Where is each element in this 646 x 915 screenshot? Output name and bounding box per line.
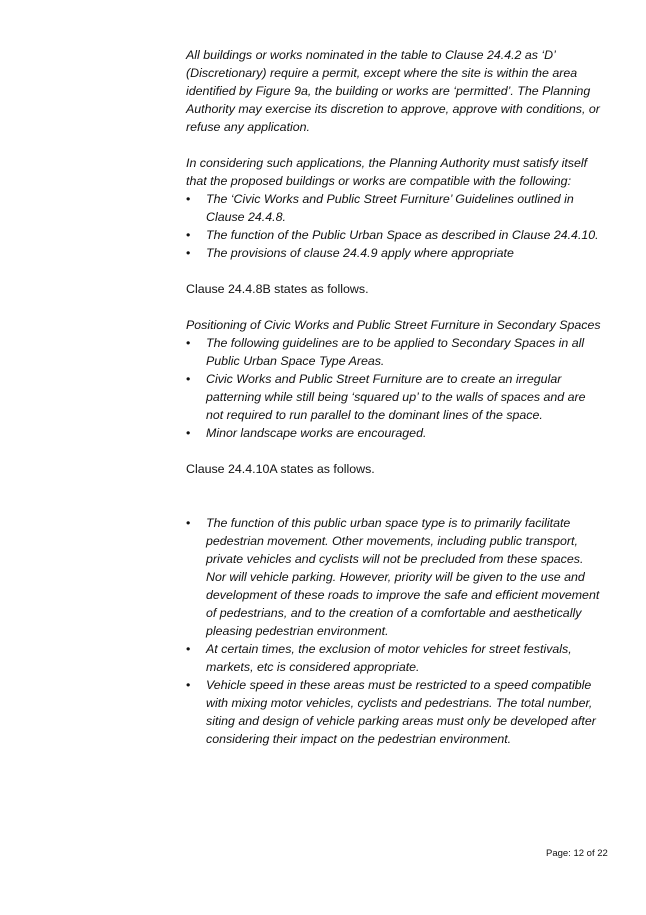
list-compatibility-criteria bbox=[186, 190, 606, 262]
list-item: • The provisions of clause 24.4.9 apply where appropriate bbox=[186, 244, 606, 262]
bullet-icon bbox=[186, 424, 206, 442]
clause-a-intro: Clause 24.4.10A states as follows. bbox=[186, 462, 375, 476]
list-item: • The function of this public urban space type is to primarily facilitate pedestrian movement. Other movements, including public transport, private vehicles and cyclists will not be precluded from these spaces. Nor will vehicle parking. However, priority will be given to the use and development of these roads to improve the safe and efficient movement of pedestrians, and to the creation of a comfortable and aesthetically pleasing pedestrian environment. bbox=[186, 514, 606, 640]
page-number: Page: 12 of 22 bbox=[546, 848, 608, 859]
list-item: • The function of the Public Urban Space as described in Clause 24.4.10. bbox=[186, 226, 606, 244]
list-item: • At certain times, the exclusion of motor vehicles for street festivals, markets, etc is considered appropriate. bbox=[186, 640, 606, 676]
bullet-icon bbox=[186, 514, 206, 532]
clause-b-intro: Clause 24.4.8B states as follows. bbox=[186, 282, 369, 296]
list-item: • The ‘Civic Works and Public Street Furniture’ Guidelines outlined in Clause 24.4.8. bbox=[186, 190, 606, 226]
bullet-icon bbox=[186, 334, 206, 352]
paragraph-permit-requirement: All buildings or works nominated in the table to Clause 24.4.2 as ‘D’ (Discretionary) require a permit, except where the site is within the area identified by Figure 9a, the building or works are ‘permitted’. The Planning Authority may exercise its discretion to approve, approve with conditions, or refuse any application. bbox=[186, 48, 600, 134]
section-heading-positioning: Positioning of Civic Works and Public Street Furniture in Secondary Spaces bbox=[186, 318, 601, 332]
list-item: • Civic Works and Public Street Furniture are to create an irregular patterning while still being ‘squared up’ to the walls of spaces and are not required to run parallel to the dominant lines of the space. bbox=[186, 370, 606, 424]
paragraph-considering-applications: In considering such applications, the Planning Authority must satisfy itself that the proposed buildings or works are compatible with the following: bbox=[186, 156, 588, 188]
bullet-icon bbox=[186, 190, 206, 208]
bullet-icon bbox=[186, 244, 206, 262]
list-item: • Vehicle speed in these areas must be restricted to a speed compatible with mixing motor vehicles, cyclists and pedestrians. The total number, siting and design of vehicle parking areas must only be developed after considering their impact on the pedestrian environment. bbox=[186, 676, 606, 748]
list-public-urban-space-function bbox=[186, 514, 606, 748]
document-body bbox=[186, 46, 606, 748]
bullet-icon bbox=[186, 370, 206, 388]
list-item: • Minor landscape works are encouraged. bbox=[186, 424, 606, 442]
bullet-icon bbox=[186, 640, 206, 658]
list-item: • The following guidelines are to be applied to Secondary Spaces in all Public Urban Space Type Areas. bbox=[186, 334, 606, 370]
list-secondary-space-guidelines bbox=[186, 334, 606, 442]
bullet-icon bbox=[186, 676, 206, 694]
bullet-icon bbox=[186, 226, 206, 244]
